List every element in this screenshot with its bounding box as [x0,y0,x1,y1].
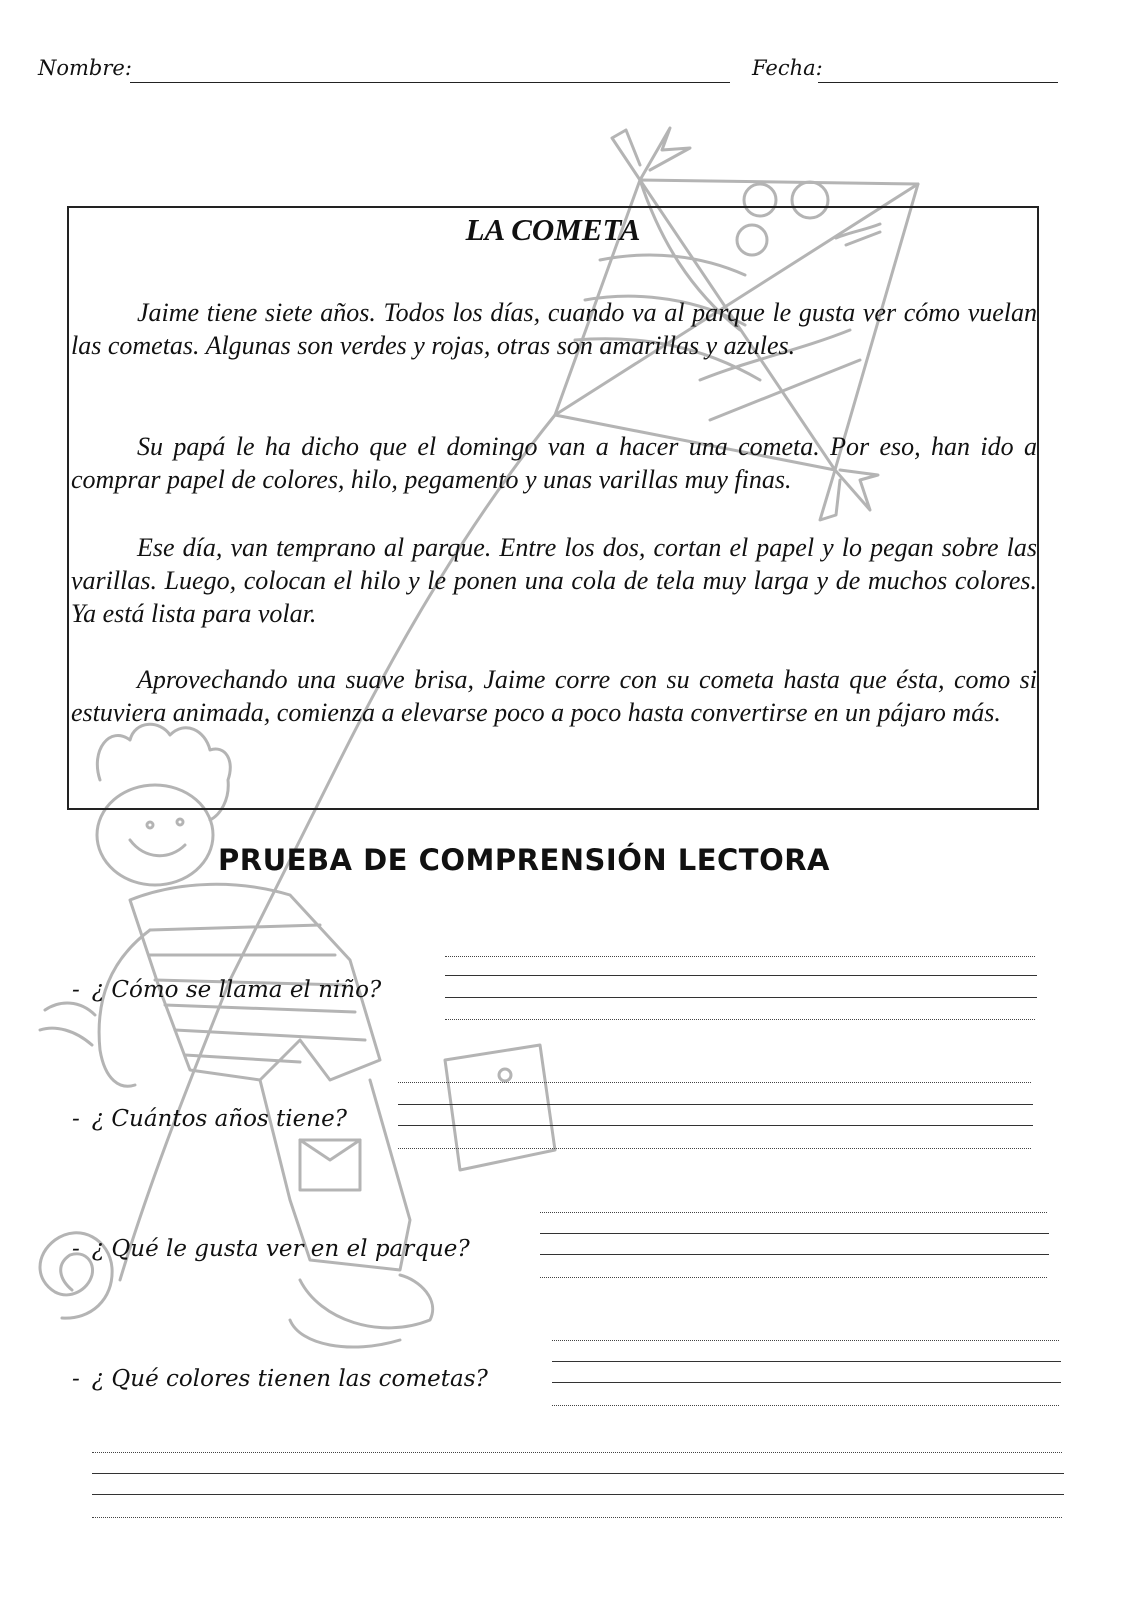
story-paragraph-2: Su papá le ha dicho que el domingo van a hacer una cometa. Por eso, han ido a comprar papel de colores, hilo, pegamento y unas varillas muy finas. [71,432,1037,494]
answer-line[interactable] [398,1082,1031,1083]
answer-line[interactable] [552,1361,1061,1362]
answer-line[interactable] [92,1517,1062,1518]
answer-line[interactable] [540,1277,1047,1278]
name-field-line[interactable] [130,82,730,83]
question-dash: - [72,1366,80,1392]
answer-line[interactable] [552,1405,1059,1406]
question-dash: - [72,1236,80,1262]
answer-line[interactable] [445,975,1037,976]
answer-line[interactable] [398,1104,1033,1105]
story-box [67,206,1039,810]
question-dash: - [72,1106,80,1132]
question-4-text: ¿ Qué colores tienen las cometas? [91,1366,488,1392]
answer-line[interactable] [540,1254,1049,1255]
question-1-text: ¿ Cómo se llama el niño? [91,977,382,1003]
question-2-text: ¿ Cuántos años tiene? [91,1106,348,1132]
answer-line[interactable] [552,1382,1061,1383]
answer-line[interactable] [445,997,1037,998]
question-3 [72,1236,470,1262]
answer-line[interactable] [445,1019,1035,1020]
date-field-line[interactable] [818,82,1058,83]
date-label: Fecha: [752,56,823,80]
question-1 [72,977,381,1003]
story-paragraph-4: Aprovechando una suave brisa, Jaime corre con su cometa hasta que ésta, como si estuviera animada, comienza a elevarse poco a poco hasta convertirse en un pájaro más. [71,665,1037,727]
answer-line[interactable] [398,1125,1033,1126]
answer-line[interactable] [540,1233,1049,1234]
question-4 [72,1366,488,1392]
name-label: Nombre: [38,56,132,80]
story-paragraph-1: Jaime tiene siete años. Todos los días, cuando va al parque le gusta ver cómo vuelan las cometas. Algunas son verdes y rojas, otras son amarillas y azules. [71,298,1037,360]
answer-line[interactable] [92,1452,1062,1453]
answer-line[interactable] [540,1212,1047,1213]
story-title: LA COMETA [465,212,641,247]
answer-line[interactable] [92,1473,1064,1474]
story-paragraph-3: Ese día, van temprano al parque. Entre los dos, cortan el papel y lo pegan sobre las varillas. Luego, colocan el hilo y le ponen una cola de tela muy larga y de muchos colores. Ya está lista para volar. [71,533,1037,628]
question-3-text: ¿ Qué le gusta ver en el parque? [91,1236,470,1262]
answer-line[interactable] [398,1148,1031,1149]
worksheet-header [38,56,1088,86]
answer-line[interactable] [92,1494,1064,1495]
question-2 [72,1106,347,1132]
comprehension-test-title: PRUEBA DE COMPRENSIÓN LECTORA [218,843,831,877]
question-dash: - [72,977,80,1003]
answer-line[interactable] [445,956,1035,957]
answer-line[interactable] [552,1340,1059,1341]
